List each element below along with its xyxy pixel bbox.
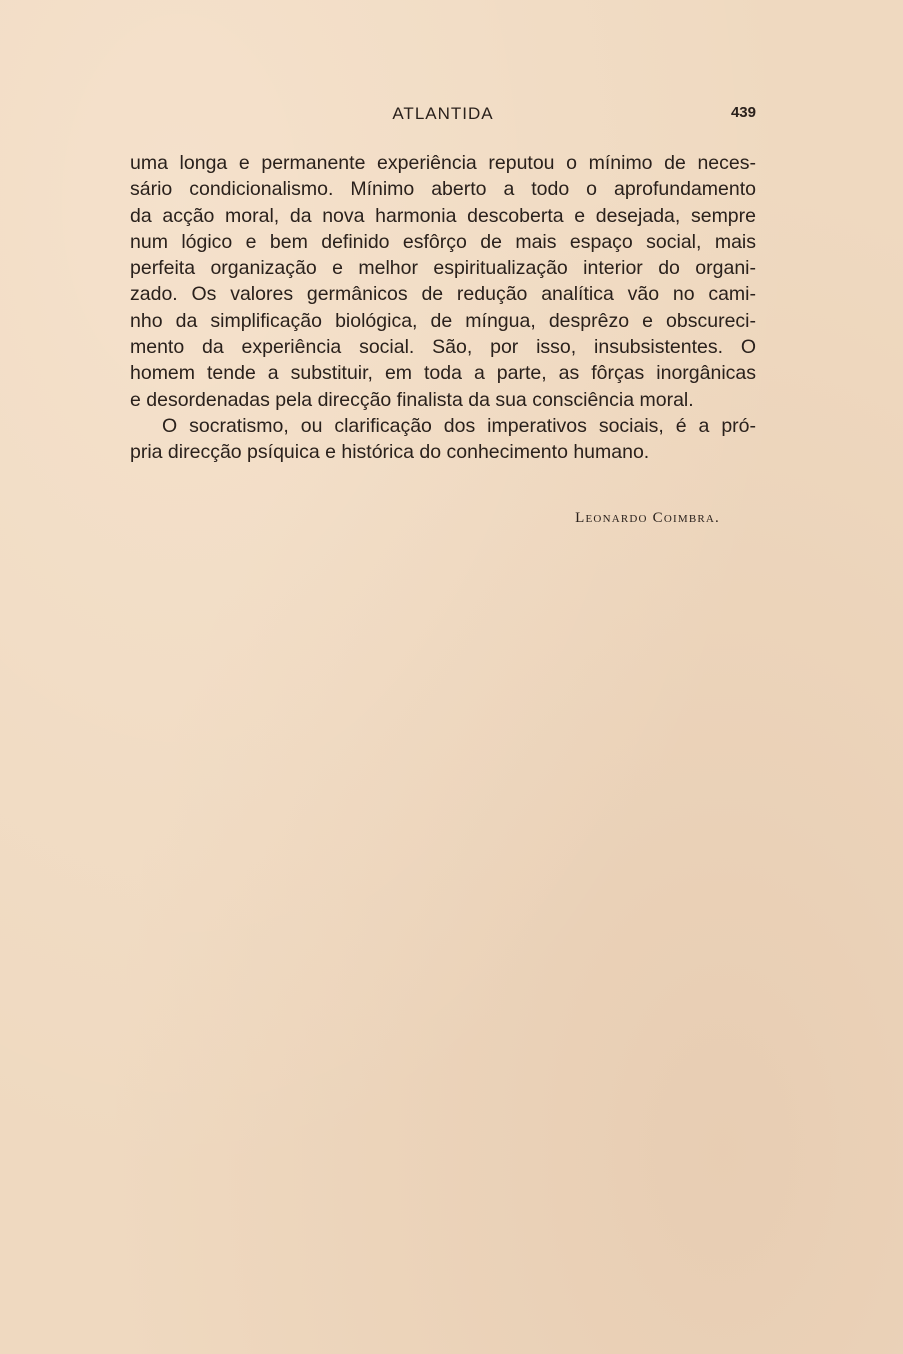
text-line: uma longa e permanente experiência reputou o mínimo de neces- [130,152,756,174]
text-line: nho da simplificação biológica, de míngua, desprêzo e obscureci- [130,309,756,332]
text-line: sário condicionalismo. Mínimo aberto a todo o aprofundamento [130,178,756,201]
page-number: 439 [730,104,756,121]
text-line: homem tende a substituir, em toda a parte, as fôrças inorgânicas [130,362,756,385]
text-line: zado. Os valores germânicos de redução analítica vão no cami- [130,283,756,306]
text-line: da acção moral, da nova harmonia descoberta e desejada, sempre [130,204,756,227]
text-line: perfeita organização e melhor espiritualização interior do organi- [130,257,756,280]
text-line: num lógico e bem definido esfôrço de mais espaço social, mais [130,230,756,253]
running-title: ATLANTIDA [392,104,494,123]
body-text [130,150,756,466]
text-line: O socratismo, ou clarificação dos imperativos sociais, é a pró- [162,414,756,437]
author-signature: Leonardo Coimbra. [575,510,720,526]
text-line: pria direcção psíquica e histórica do conhecimento humano. [130,441,650,464]
text-line: mento da experiência social. São, por isso, insubsistentes. O [130,336,756,359]
running-head [130,104,756,130]
text-line: e desordenadas pela direcção finalista da sua consciência moral. [130,388,694,411]
